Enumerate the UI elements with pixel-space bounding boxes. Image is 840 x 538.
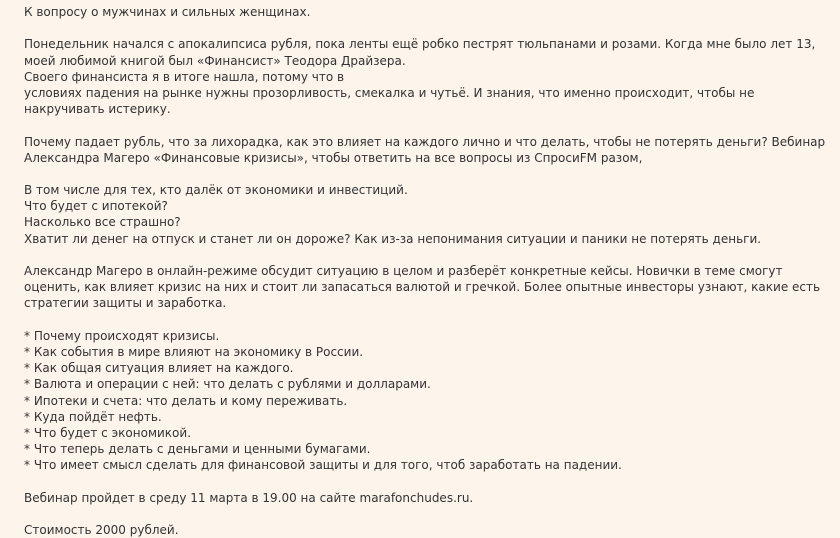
paragraph-gap: [24, 20, 814, 36]
topic-item: * Что будет с экономикой.: [24, 425, 192, 440]
topic-item: * Куда пойдёт нефть.: [24, 409, 162, 424]
intro-line: Понедельник начался с апокалипсиса рубля, пока ленты ещё робко пестрят тюльпанами и розами. Когда мне было лет 13,: [24, 37, 816, 52]
post-body: [24, 4, 826, 538]
paragraph-gap: [24, 473, 814, 489]
price-info: Стоимость 2000 рублей.: [24, 523, 179, 537]
topic-list: [24, 328, 814, 474]
paragraph-gap: [24, 117, 814, 133]
topic-item: * Как события в мире влияют на экономику в России.: [24, 344, 364, 359]
intro-line: Своего финансиста я в итоге нашла, потому что в: [24, 69, 345, 84]
also-line: В том числе для тех, кто далёк от экономики и инвестиций.: [24, 183, 408, 198]
paragraph-gap: [24, 166, 814, 182]
topic-item: * Как общая ситуация влияет на каждого.: [24, 361, 294, 376]
about-line: Александр Магеро в онлайн-режиме обсудит ситуацию в целом и разберёт конкретные кейсы. Новички в теме смогут: [24, 264, 783, 278]
topic-item: * Что теперь делать с деньгами и ценными бумагами.: [24, 442, 371, 457]
topic-item: * Что имеет смысл сделать для финансовой защиты и для того, чтоб заработать на падении.: [24, 458, 622, 473]
topic-item: * Валюта и операции с ней: что делать с рублями и долларами.: [24, 377, 431, 392]
also-line: Насколько все страшно?: [24, 215, 181, 230]
also-line: Хватит ли денег на отпуск и станет ли он дороже? Как из-за непонимания ситуации и паники не потерять деньги.: [24, 231, 762, 246]
post-title: К вопросу о мужчинах и сильных женщинах.: [24, 5, 311, 19]
topic-item: * Ипотеки и счета: что делать и кому переживать.: [24, 393, 348, 408]
intro-line: условиях падения на рынке нужны прозорливость, смекалка и чутьё. И знания, что именно происходит, чтобы не: [24, 85, 755, 100]
webinar-info: Вебинар пройдет в среду 11 марта в 19.00 на сайте marafonchudes.ru.: [24, 490, 474, 505]
about-line: стратегии защиты и заработка.: [24, 296, 227, 311]
paragraph-gap: [24, 247, 814, 263]
question-line: Почему падает рубль, что за лихорадка, как это влияет на каждого лично и что делать, чтобы не потерять деньги? Вебинар: [24, 134, 826, 149]
paragraph-gap: [24, 506, 814, 522]
paragraph-gap: [24, 312, 814, 328]
also-line: Что будет с ипотекой?: [24, 199, 168, 214]
question-line: Александра Магеро «Финансовые кризисы», чтобы ответить на все вопросы из СпросиFM разом,: [24, 150, 643, 165]
topic-item: * Почему происходят кризисы.: [24, 328, 220, 343]
intro-line: накручивать истерику.: [24, 102, 171, 117]
intro-line: моей любимой книгой был «Финансист» Теодора Драйзера.: [24, 53, 406, 68]
about-line: оценить, как влияет кризис на них и стоит ли запасаться валютой и гречкой. Более опытные инвесторы узнают, какие есть: [24, 280, 821, 295]
